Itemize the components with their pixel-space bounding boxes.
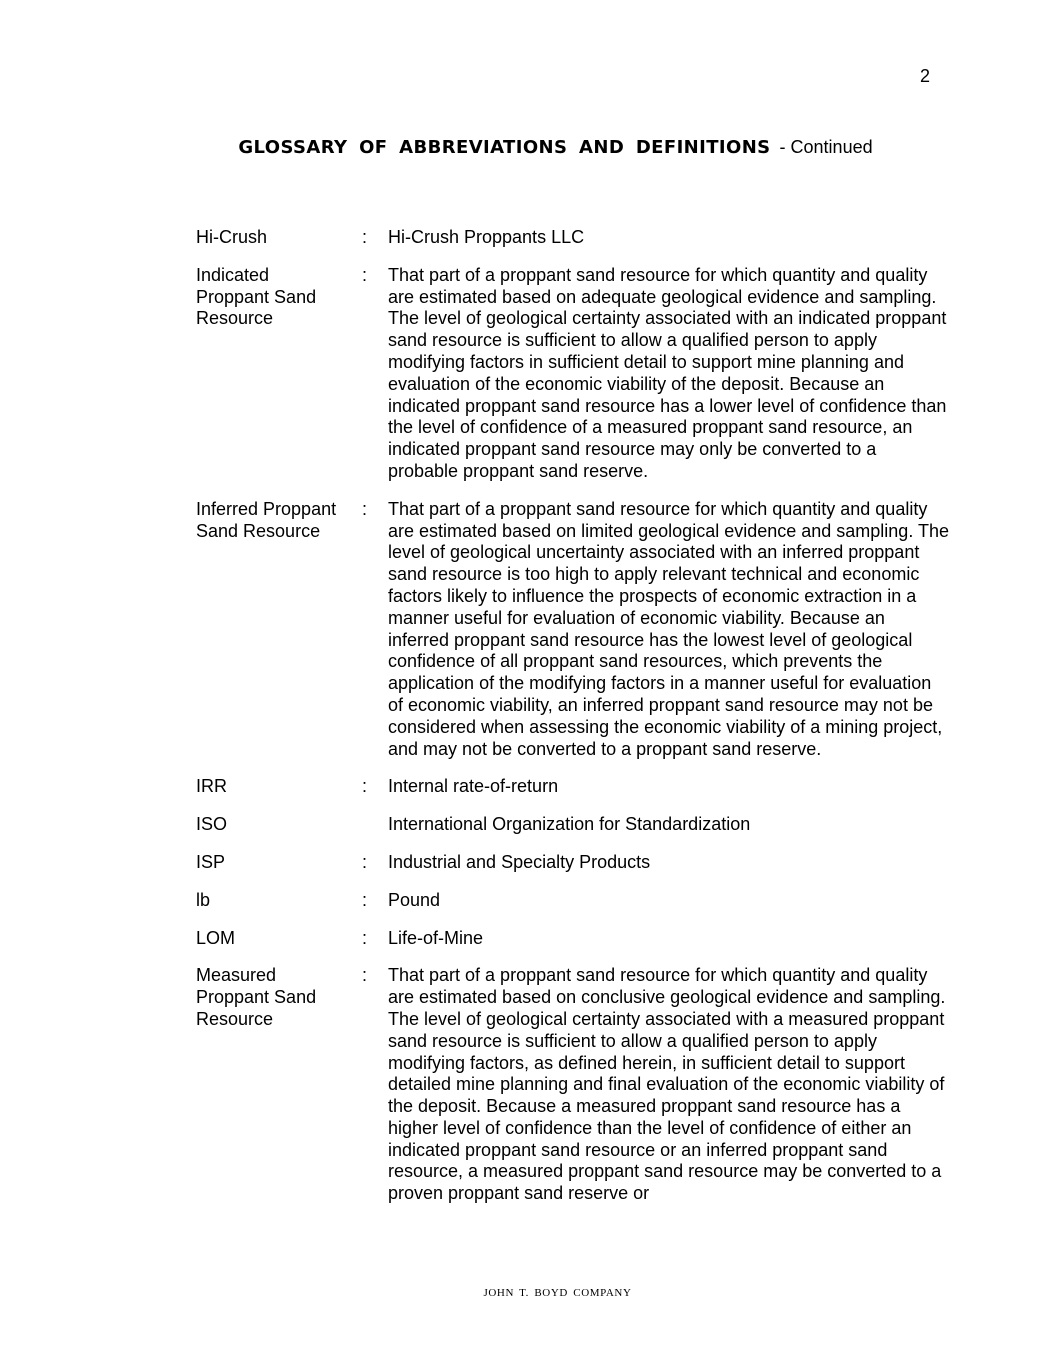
glossary-definition: That part of a proppant sand resource for which quantity and quality are estimated based on conclusive geological evidence and sampling. The level of geological certainty associated with a measured proppant sand resource is sufficient to allow a qualified person to apply modifying factors, as defined herein, in sufficient detail to support detailed mine planning and final evaluation of the economic viability of the deposit. Because a measured proppant sand resource has a higher level of confidence than the level of confidence of either an indicated proppant sand resource or an inferred proppant sand resource, a measured proppant sand resource may be converted to a proven proppant sand reserve or [388, 965, 946, 1204]
glossary-colon: : [362, 851, 368, 872]
glossary-definition: Pound [388, 889, 441, 910]
glossary-entry-irr [196, 776, 956, 798]
glossary-colon: : [362, 776, 368, 797]
glossary-entry-inferred-resource [196, 499, 956, 761]
glossary-colon: : [362, 264, 368, 285]
glossary-entry-hi-crush [196, 227, 956, 249]
glossary-list [196, 227, 956, 1221]
glossary-colon: : [362, 498, 368, 519]
glossary-colon: : [362, 927, 368, 948]
glossary-entry-indicated-resource [196, 265, 956, 483]
glossary-entry-lom [196, 928, 956, 950]
glossary-entry-isp [196, 852, 956, 874]
page-number: 2 [919, 66, 930, 86]
glossary-term: Indicated Proppant Sand Resource [196, 264, 317, 329]
glossary-definition: Hi-Crush Proppants LLC [388, 227, 585, 247]
glossary-definition: International Organization for Standardization [388, 814, 751, 835]
glossary-term: Inferred Proppant Sand Resource [196, 498, 337, 541]
page-title [0, 137, 1055, 158]
glossary-term: ISP [196, 851, 226, 872]
glossary-term: ISO [196, 814, 228, 835]
glossary-term: IRR [196, 776, 227, 797]
title-text: GLOSSARY OF ABBREVIATIONS AND DEFINITIONS [238, 137, 771, 158]
glossary-entry-iso [196, 814, 956, 836]
glossary-term: Hi-Crush [196, 227, 268, 247]
glossary-colon: : [362, 889, 368, 910]
glossary-entry-lb [196, 890, 956, 912]
glossary-definition: Internal rate-of-return [388, 776, 559, 797]
glossary-definition: Life-of-Mine [388, 927, 484, 948]
glossary-definition: That part of a proppant sand resource for which quantity and quality are estimated based on adequate geological evidence and sampling. The level of geological certainty associated with an indicated proppant sand resource is sufficient to allow a qualified person to apply modifying factors in sufficient detail to support mine planning and evaluation of the economic viability of the deposit. Because an indicated proppant sand resource has a lower level of confidence than the level of confidence of a measured proppant sand resource, an indicated proppant sand resource may only be converted to a probable proppant sand reserve. [388, 264, 947, 481]
title-continued: Continued [790, 137, 873, 157]
glossary-definition: That part of a proppant sand resource for which quantity and quality are estimated based on limited geological evidence and sampling. The level of geological uncertainty associated with an inferred proppant sand resource is too high to apply relevant technical and economic factors likely to influence the prospects of economic extraction in a manner useful for evaluation of economic viability. Because an inferred proppant sand resource has the lowest level of geological confidence of all proppant sand resources, which prevents the application of the modifying factors in a manner useful for evaluation of economic viability, an inferred proppant sand resource may not be considered when assessing the economic viability of a mining project, and may not be converted to a proppant sand reserve. [388, 498, 950, 759]
glossary-entry-measured-resource [196, 965, 956, 1205]
title-separator: - [779, 137, 786, 157]
footer-company: JOHN T. BOYD COMPANY [483, 1287, 632, 1299]
glossary-definition: Industrial and Specialty Products [388, 851, 651, 872]
glossary-term: lb [196, 889, 211, 910]
glossary-colon: : [362, 227, 368, 247]
glossary-colon: : [362, 965, 368, 986]
glossary-term: Measured Proppant Sand Resource [196, 965, 317, 1029]
glossary-term: LOM [196, 927, 236, 948]
